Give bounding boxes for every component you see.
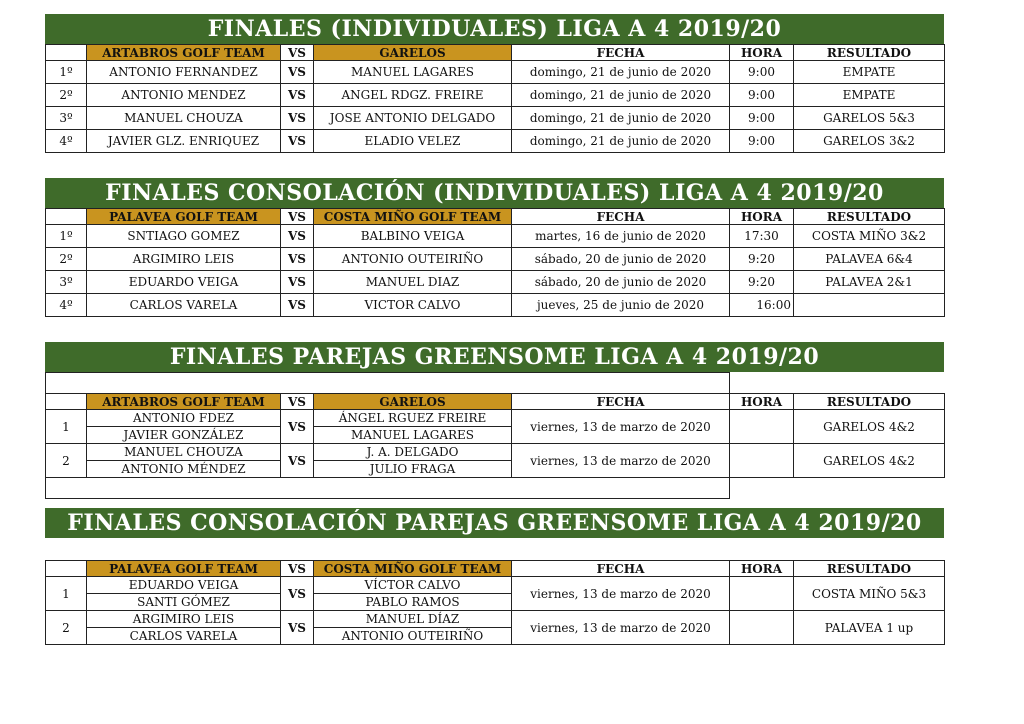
position: 4º	[46, 294, 87, 317]
resultado: GARELOS 3&2	[794, 130, 945, 153]
section-parejas-greensome	[45, 342, 944, 499]
table-row	[46, 611, 945, 628]
fecha: viernes, 13 de marzo de 2020	[512, 577, 730, 611]
vs-label: VS	[281, 577, 314, 611]
vs-label: VS	[281, 611, 314, 645]
vs-label: VS	[281, 410, 314, 444]
fecha: domingo, 21 de junio de 2020	[512, 130, 730, 153]
fecha: domingo, 21 de junio de 2020	[512, 107, 730, 130]
position: 3º	[46, 271, 87, 294]
fecha-header: FECHA	[512, 394, 730, 410]
position: 2	[46, 444, 87, 478]
player-b: ANGEL RDGZ. FREIRE	[314, 84, 512, 107]
table-row	[46, 294, 945, 317]
table-row	[46, 248, 945, 271]
resultado: GARELOS 4&2	[794, 444, 945, 478]
fecha: domingo, 21 de junio de 2020	[512, 84, 730, 107]
results-table	[45, 208, 945, 317]
hora	[730, 410, 794, 444]
player-b2: JULIO FRAGA	[314, 461, 512, 478]
player-b1: MANUEL DÍAZ	[314, 611, 512, 628]
hora: 9:00	[730, 107, 794, 130]
hora: 9:20	[730, 248, 794, 271]
table-row	[46, 61, 945, 84]
table-row	[46, 225, 945, 248]
hora: 9:00	[730, 61, 794, 84]
player-a: EDUARDO VEIGA	[87, 271, 281, 294]
vs-label: VS	[281, 294, 314, 317]
table-row	[46, 577, 945, 594]
position: 2	[46, 611, 87, 645]
hora: 9:20	[730, 271, 794, 294]
player-b1: J. A. DELGADO	[314, 444, 512, 461]
vs-label: VS	[281, 271, 314, 294]
player-a: ARGIMIRO LEIS	[87, 248, 281, 271]
vs-label: VS	[281, 444, 314, 478]
table-row	[46, 410, 945, 427]
player-a1: ARGIMIRO LEIS	[87, 611, 281, 628]
section-title: FINALES (INDIVIDUALES) LIGA A 4 2019/20	[45, 14, 944, 44]
fecha-header: FECHA	[512, 45, 730, 61]
player-a: ANTONIO MENDEZ	[87, 84, 281, 107]
player-a2: SANTI GÓMEZ	[87, 594, 281, 611]
hora: 17:30	[730, 225, 794, 248]
vs-label: VS	[281, 107, 314, 130]
player-b: MANUEL DIAZ	[314, 271, 512, 294]
position: 1	[46, 577, 87, 611]
resultado: PALAVEA 1 up	[794, 611, 945, 645]
team-a-header: ARTABROS GOLF TEAM	[87, 394, 281, 410]
resultado: GARELOS 4&2	[794, 410, 945, 444]
hora	[730, 444, 794, 478]
spacer-row	[46, 373, 945, 394]
fecha: sábado, 20 de junio de 2020	[512, 271, 730, 294]
results-table	[45, 372, 945, 499]
resultado-header: RESULTADO	[794, 209, 945, 225]
position: 1º	[46, 61, 87, 84]
player-b1: VÍCTOR CALVO	[314, 577, 512, 594]
results-table	[45, 560, 945, 645]
section-title: FINALES PAREJAS GREENSOME LIGA A 4 2019/20	[45, 342, 944, 372]
spacer-row	[46, 478, 945, 499]
team-b-header: GARELOS	[314, 45, 512, 61]
player-a: CARLOS VARELA	[87, 294, 281, 317]
player-a1: ANTONIO FDEZ	[87, 410, 281, 427]
fecha: viernes, 13 de marzo de 2020	[512, 444, 730, 478]
resultado-header: RESULTADO	[794, 45, 945, 61]
vs-label: VS	[281, 225, 314, 248]
resultado: COSTA MIÑO 5&3	[794, 577, 945, 611]
player-b2: MANUEL LAGARES	[314, 427, 512, 444]
hora-header: HORA	[730, 561, 794, 577]
resultado: GARELOS 5&3	[794, 107, 945, 130]
hora-header: HORA	[730, 45, 794, 61]
player-b: ELADIO VELEZ	[314, 130, 512, 153]
section-title: FINALES CONSOLACIÓN (INDIVIDUALES) LIGA A 4 2019/20	[45, 178, 944, 208]
table-row	[46, 107, 945, 130]
vs-header: VS	[281, 45, 314, 61]
resultado-header: RESULTADO	[794, 394, 945, 410]
fecha: martes, 16 de junio de 2020	[512, 225, 730, 248]
player-a2: JAVIER GONZÁLEZ	[87, 427, 281, 444]
position: 2º	[46, 84, 87, 107]
hora: 16:00	[730, 294, 794, 317]
vs-header: VS	[281, 394, 314, 410]
header-row	[46, 394, 945, 410]
player-a2: CARLOS VARELA	[87, 628, 281, 645]
team-b-header: GARELOS	[314, 394, 512, 410]
header-row	[46, 45, 945, 61]
team-a-header: PALAVEA GOLF TEAM	[87, 209, 281, 225]
resultado: EMPATE	[794, 84, 945, 107]
team-b-header: COSTA MIÑO GOLF TEAM	[314, 561, 512, 577]
position: 3º	[46, 107, 87, 130]
player-a: MANUEL CHOUZA	[87, 107, 281, 130]
fecha-header: FECHA	[512, 209, 730, 225]
vs-label: VS	[281, 84, 314, 107]
fecha: viernes, 13 de marzo de 2020	[512, 410, 730, 444]
header-row	[46, 561, 945, 577]
results-table	[45, 44, 945, 153]
vs-header: VS	[281, 561, 314, 577]
player-b: MANUEL LAGARES	[314, 61, 512, 84]
fecha: sábado, 20 de junio de 2020	[512, 248, 730, 271]
header-row	[46, 209, 945, 225]
fecha-header: FECHA	[512, 561, 730, 577]
player-a1: MANUEL CHOUZA	[87, 444, 281, 461]
fecha: viernes, 13 de marzo de 2020	[512, 611, 730, 645]
resultado	[794, 294, 945, 317]
hora	[730, 577, 794, 611]
vs-label: VS	[281, 248, 314, 271]
vs-label: VS	[281, 61, 314, 84]
table-row	[46, 130, 945, 153]
player-b2: PABLO RAMOS	[314, 594, 512, 611]
player-b1: ÁNGEL RGUEZ FREIRE	[314, 410, 512, 427]
position: 1	[46, 410, 87, 444]
hora: 9:00	[730, 130, 794, 153]
player-a: JAVIER GLZ. ENRIQUEZ	[87, 130, 281, 153]
hora-header: HORA	[730, 209, 794, 225]
position: 2º	[46, 248, 87, 271]
section-consolacion-individuales	[45, 178, 944, 317]
team-a-header: ARTABROS GOLF TEAM	[87, 45, 281, 61]
vs-label: VS	[281, 130, 314, 153]
table-row	[46, 271, 945, 294]
table-row	[46, 84, 945, 107]
resultado-header: RESULTADO	[794, 561, 945, 577]
section-consolacion-parejas	[45, 508, 944, 645]
team-b-header: COSTA MIÑO GOLF TEAM	[314, 209, 512, 225]
player-a2: ANTONIO MÉNDEZ	[87, 461, 281, 478]
position: 1º	[46, 225, 87, 248]
player-b: JOSE ANTONIO DELGADO	[314, 107, 512, 130]
player-a: SNTIAGO GOMEZ	[87, 225, 281, 248]
hora	[730, 611, 794, 645]
player-b: BALBINO VEIGA	[314, 225, 512, 248]
vs-header: VS	[281, 209, 314, 225]
hora-header: HORA	[730, 394, 794, 410]
resultado: EMPATE	[794, 61, 945, 84]
table-row	[46, 444, 945, 461]
player-b: ANTONIO OUTEIRIÑO	[314, 248, 512, 271]
section-title: FINALES CONSOLACIÓN PAREJAS GREENSOME LIGA A 4 2019/20	[45, 508, 944, 538]
resultado: COSTA MIÑO 3&2	[794, 225, 945, 248]
player-b: VICTOR CALVO	[314, 294, 512, 317]
fecha: domingo, 21 de junio de 2020	[512, 61, 730, 84]
fecha: jueves, 25 de junio de 2020	[512, 294, 730, 317]
player-b2: ANTONIO OUTEIRIÑO	[314, 628, 512, 645]
team-a-header: PALAVEA GOLF TEAM	[87, 561, 281, 577]
hora: 9:00	[730, 84, 794, 107]
player-a1: EDUARDO VEIGA	[87, 577, 281, 594]
player-a: ANTONIO FERNANDEZ	[87, 61, 281, 84]
resultado: PALAVEA 6&4	[794, 248, 945, 271]
resultado: PALAVEA 2&1	[794, 271, 945, 294]
position: 4º	[46, 130, 87, 153]
section-individuales	[45, 14, 944, 153]
